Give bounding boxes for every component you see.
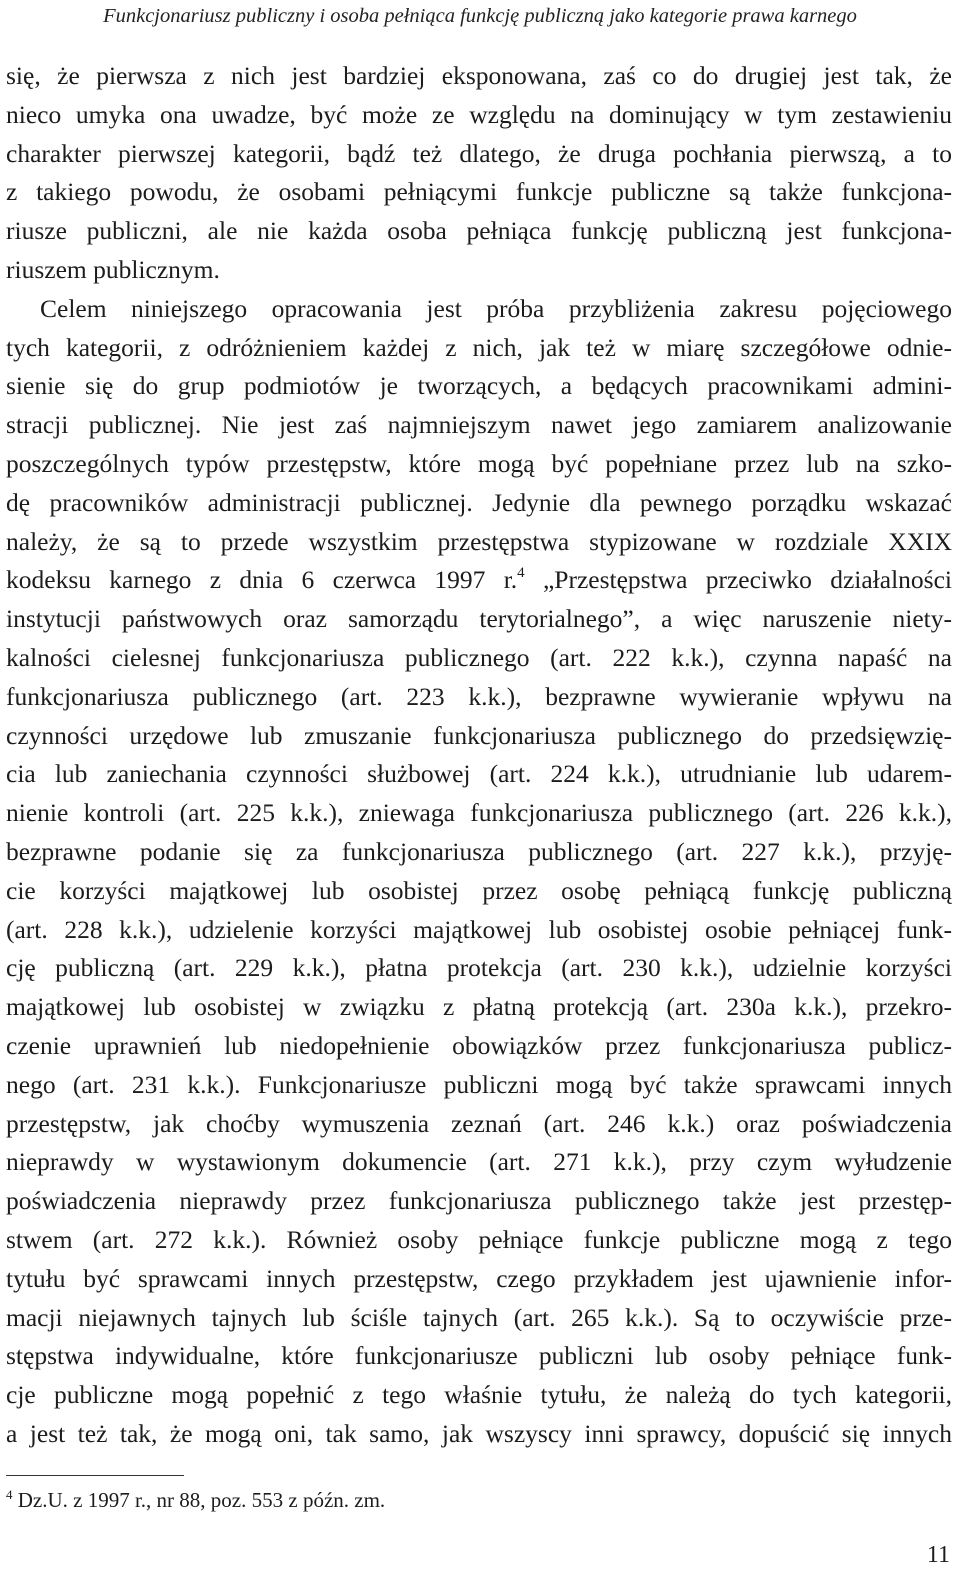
text-line: poszczególnych typów przestępstw, które mogą być popełniane przez lub na szko- [6, 448, 952, 478]
footnote-text: Dz.U. z 1997 r., nr 88, poz. 553 z późn. zm. [17, 1488, 386, 1512]
text-line: cję publiczną (art. 229 k.k.), płatna protekcja (art. 230 k.k.), udzielnie korzyści [6, 953, 952, 983]
text-line: tytułu być sprawcami innych przestępstw, czego przykładem jest ujawnienie infor- [6, 1263, 952, 1293]
text-line: kalności cielesnej funkcjonariusza publicznego (art. 222 k.k.), czynna napaść na [6, 642, 952, 672]
footnote-reference[interactable]: 4 [517, 565, 525, 582]
footnote [6, 1487, 385, 1513]
text-line: z takiego powodu, że osobami pełniącymi funkcje publiczne są także funkcjona- [6, 177, 952, 207]
text-line: stępstwa indywidualne, które funkcjonariusze publiczni lub osoby pełniące funk- [6, 1341, 952, 1371]
text-line: czynności urzędowe lub zmuszanie funkcjonariusza publicznego do przedsięwzię- [6, 720, 952, 750]
text-line: riusze publiczni, ale nie każda osoba pełniąca funkcję publiczną jest funkcjona- [6, 216, 952, 246]
text-line: charakter pierwszej kategorii, bądź też dlatego, że druga pochłania pierwszą, a to [6, 138, 952, 168]
text-segment: „Przestępstwa przeciwko działalności [524, 565, 952, 595]
text-line-with-footnote [6, 561, 952, 600]
text-line: macji niejawnych tajnych lub ściśle tajnych (art. 265 k.k.). Są to oczywiście prze- [6, 1302, 952, 1332]
text-line: stwem (art. 272 k.k.). Również osoby pełniące funkcje publiczne mogą z tego [6, 1224, 952, 1254]
page-number: 11 [926, 1542, 950, 1568]
text-line: należy, że są to przede wszystkim przestępstwa stypizowane w rozdziale XXIX [6, 526, 952, 556]
text-line: przestępstw, jak choćby wymuszenia zeznań (art. 246 k.k.) oraz poświadczenia [6, 1108, 952, 1138]
text-line: nieco umyka ona uwadze, być może ze względu na dominujący w tym zestawieniu [6, 99, 952, 129]
body-text [6, 57, 952, 1454]
text-line: nieprawdy w wystawionym dokumencie (art. 271 k.k.), przy czym wyłudzenie [6, 1147, 952, 1177]
text-line: funkcjonariusza publicznego (art. 223 k.k.), bezprawne wywieranie wpływu na [6, 681, 952, 711]
text-line: (art. 228 k.k.), udzielenie korzyści majątkowej lub osobistej osobie pełniącej funk- [6, 914, 952, 944]
text-line: nienie kontroli (art. 225 k.k.), zniewaga funkcjonariusza publicznego (art. 226 k.k.), [6, 798, 952, 828]
running-head: Funkcjonariusz publiczny i osoba pełniąca funkcję publiczną jako kategorie prawa karnego [103, 5, 857, 27]
text-line: riuszem publicznym. [6, 254, 220, 284]
text-line: majątkowej lub osobistej w związku z płatną protekcją (art. 230a k.k.), przekro- [6, 992, 952, 1022]
text-line: nego (art. 231 k.k.). Funkcjonariusze publiczni mogą być także sprawcami innych [6, 1069, 952, 1099]
paragraph-1 [6, 57, 952, 290]
text-line: Celem niniejszego opracowania jest próba przybliżenia zakresu pojęciowego [40, 293, 952, 323]
footnote-number: 4 [6, 1487, 13, 1502]
text-line: poświadczenia nieprawdy przez funkcjonariusza publicznego także jest przestęp- [6, 1186, 952, 1216]
text-line: cia lub zaniechania czynności służbowej (art. 224 k.k.), utrudnianie lub udarem- [6, 759, 952, 789]
text-line: dę pracowników administracji publicznej. Jedynie dla pewnego porządku wskazać [6, 487, 952, 517]
footnote-divider [6, 1475, 184, 1476]
text-line: bezprawne podanie się za funkcjonariusza publicznego (art. 227 k.k.), przyję- [6, 836, 952, 866]
paragraph-2 [6, 290, 952, 1454]
text-line: cje publiczne mogą popełnić z tego właśnie tytułu, że należą do tych kategorii, [6, 1380, 952, 1410]
text-line: cie korzyści majątkowej lub osobistej przez osobę pełniącą funkcję publiczną [6, 875, 952, 905]
text-line: tych kategorii, z odróżnieniem każdej z nich, jak też w miarę szczegółowe odnie- [6, 332, 952, 362]
text-line: stracji publicznej. Nie jest zaś najmniejszym nawet jego zamiarem analizowanie [6, 410, 952, 440]
text-line: instytucji państwowych oraz samorządu terytorialnego”, a więc naruszenie niety- [6, 604, 952, 634]
text-line: sienie się do grup podmiotów je tworzących, a będących pracownikami admini- [6, 371, 952, 401]
text-line: czenie uprawnień lub niedopełnienie obowiązków przez funkcjonariusza publicz- [6, 1030, 952, 1060]
text-line: się, że pierwsza z nich jest bardziej eksponowana, zaś co do drugiej jest tak, że [6, 61, 952, 90]
text-line: a jest też tak, że mogą oni, tak samo, jak wszyscy inni sprawcy, dopuścić się innych [6, 1418, 952, 1448]
text-segment: kodeksu karnego z dnia 6 czerwca 1997 r. [6, 565, 518, 595]
